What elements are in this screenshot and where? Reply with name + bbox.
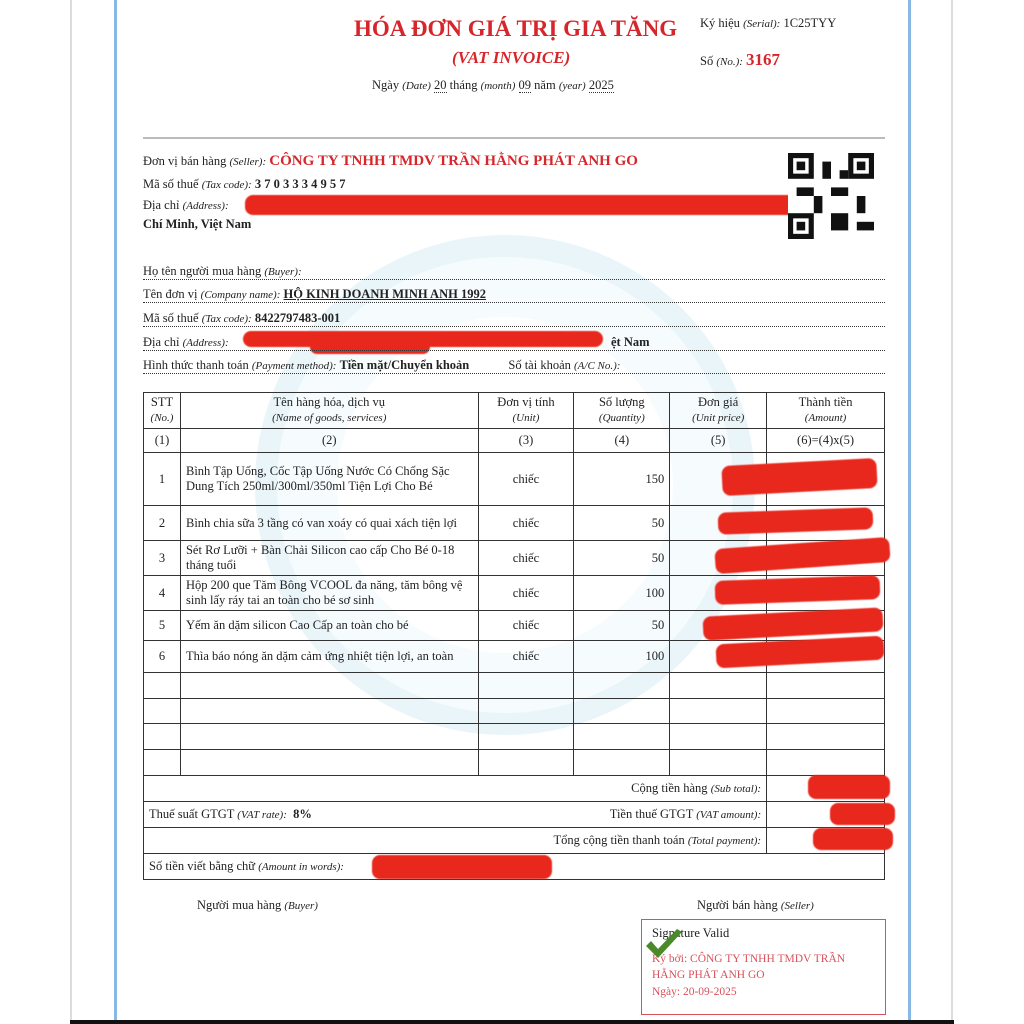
signature-date: Ngày: 20-09-2025 xyxy=(652,986,737,998)
qr-code-icon xyxy=(788,152,874,240)
table-row: 6 Thìa báo nóng ăn dặm cảm ứng nhiệt tiện lợi, an toàn chiếc 100 xyxy=(144,641,885,673)
table-row: 4 Hộp 200 que Tăm Bông VCOOL đa năng, tăm bông vệ sinh lấy ráy tai an toàn cho bé sơ sinh chiếc 100 xyxy=(144,576,885,611)
signed-by: Ký bởi: CÔNG TY TNHH TMDV TRẦN HẰNG PHÁT ANH GO xyxy=(652,953,846,981)
signature-valid-text: Signature Valid xyxy=(652,926,730,940)
redaction xyxy=(245,195,810,215)
invoice-border-left xyxy=(114,0,117,1020)
table-row: 1 Bình Tập Uống, Cốc Tập Uống Nước Có Chống Sặc Dung Tích 250ml/300ml/350ml Tiện Lợi Cho Bé chiếc 150 xyxy=(144,453,885,506)
checkmark-icon xyxy=(644,928,684,962)
buyer-name: Họ tên người mua hàng (Buyer): xyxy=(143,264,885,280)
redaction xyxy=(372,855,552,879)
invoice-border-right xyxy=(908,0,911,1020)
empty-row xyxy=(144,724,885,750)
amount-in-words-row: Số tiền viết bằng chữ (Amount in words): xyxy=(144,854,885,880)
empty-row xyxy=(144,750,885,776)
table-header-row: STT (No.) Tên hàng hóa, dịch vụ (Name of goods, services) Đơn vị tính (Unit) Số lượng (Quantity) Đơn giá (Unit price) Thành tiền (Amount) xyxy=(144,393,885,429)
buyer-tax-code: Mã số thuế (Tax code): 8422797483-001 xyxy=(143,311,885,327)
seller-address-tail: Chí Minh, Việt Nam xyxy=(143,217,252,231)
table-row: 3 Sét Rơ Lưỡi + Bàn Chải Silicon cao cấp Cho Bé 0-18 tháng tuổi chiếc 50 xyxy=(144,541,885,576)
page-edge-right xyxy=(951,0,953,1024)
buyer-address: Địa chỉ (Address): ệt Nam xyxy=(143,335,885,351)
seller-address: Địa chỉ (Address): xyxy=(143,198,229,212)
redaction xyxy=(808,775,890,799)
table-column-number-row: (1) (2) (3) (4) (5) (6)=(4)x(5) xyxy=(144,429,885,453)
invoice-date: Ngày (Date) 20 tháng (month) 09 năm (year) 2025 xyxy=(372,78,614,92)
empty-row xyxy=(144,699,885,724)
digital-signature-box xyxy=(641,919,886,1015)
invoice-title: HÓA ĐƠN GIÁ TRỊ GIA TĂNG xyxy=(354,16,678,41)
page-edge-left xyxy=(70,0,72,1024)
seller-name: Đơn vị bán hàng (Seller): CÔNG TY TNHH TMDV TRẦN HẰNG PHÁT ANH GO xyxy=(143,153,638,169)
empty-row xyxy=(144,673,885,699)
vat-row: Thuế suất GTGT (VAT rate): 8% Tiền thuế GTGT (VAT amount): xyxy=(144,802,885,828)
payment-method: Hình thức thanh toán (Payment method): Tiền mặt/Chuyển khoản Số tài khoản (A/C No.): xyxy=(143,358,885,374)
serial: Ký hiệu (Serial): 1C25TYY xyxy=(700,16,837,30)
invoice-subtitle: (VAT INVOICE) xyxy=(452,48,571,67)
total-row: Tổng cộng tiền thanh toán (Total payment): xyxy=(144,828,885,854)
bottom-bar xyxy=(70,1020,954,1024)
seller-signature-label: Người bán hàng (Seller) xyxy=(697,898,814,912)
table-row: 2 Bình chia sữa 3 tầng có van xoáy có quai xách tiện lợi chiếc 50 xyxy=(144,506,885,541)
buyer-signature-label: Người mua hàng (Buyer) xyxy=(197,898,318,912)
table-row: 5 Yếm ăn dặm silicon Cao Cấp an toàn cho bé chiếc 50 xyxy=(144,611,885,641)
redaction xyxy=(813,828,893,850)
seller-tax-code: Mã số thuế (Tax code): 3 7 0 3 3 3 4 9 5 7 xyxy=(143,177,346,191)
buyer-company: Tên đơn vị (Company name): HỘ KINH DOANH MINH ANH 1992 xyxy=(143,287,885,303)
divider xyxy=(143,137,885,139)
subtotal-row: Cộng tiền hàng (Sub total): xyxy=(144,776,885,802)
redaction xyxy=(830,803,895,825)
invoice-number: Số (No.): 3167 xyxy=(700,50,781,69)
